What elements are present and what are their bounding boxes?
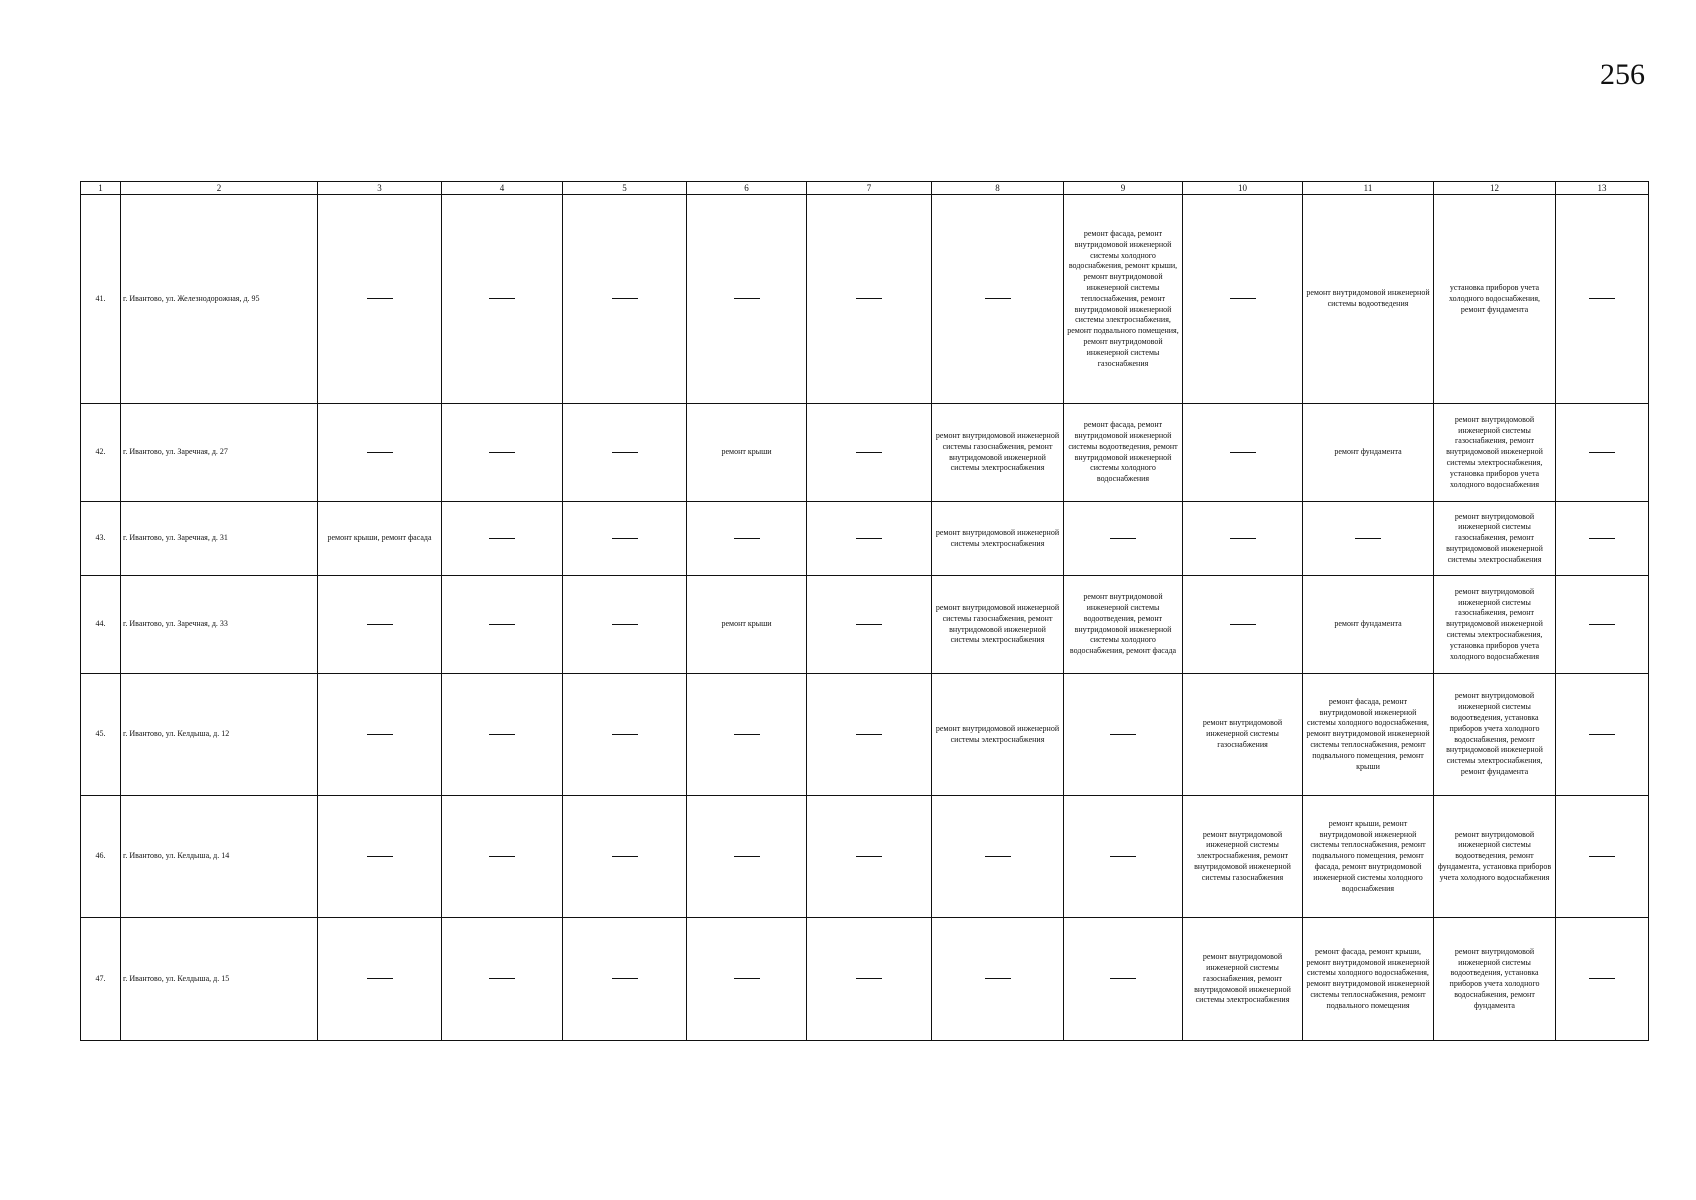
address-cell: г. Ивантово, ул. Келдыша, д. 15 bbox=[121, 918, 318, 1041]
empty-cell-col-5 bbox=[563, 502, 687, 576]
empty-cell-col-5 bbox=[563, 674, 687, 796]
empty-cell-col-6 bbox=[687, 502, 807, 576]
empty-cell-col-10 bbox=[1183, 195, 1303, 404]
empty-cell-col-4 bbox=[442, 404, 563, 502]
empty-cell-col-7 bbox=[807, 502, 932, 576]
row-number: 44. bbox=[81, 576, 121, 674]
empty-cell-col-3 bbox=[318, 576, 442, 674]
column-header: 4 bbox=[442, 182, 563, 195]
dash-mark bbox=[734, 538, 760, 539]
table-row bbox=[81, 195, 1649, 404]
dash-mark bbox=[1230, 624, 1256, 625]
empty-cell-col-4 bbox=[442, 576, 563, 674]
empty-cell-col-13 bbox=[1556, 195, 1649, 404]
empty-cell-col-3 bbox=[318, 796, 442, 918]
dash-mark bbox=[985, 298, 1011, 299]
dash-mark bbox=[612, 538, 638, 539]
empty-cell-col-13 bbox=[1556, 502, 1649, 576]
dash-mark bbox=[1589, 734, 1615, 735]
row-number: 45. bbox=[81, 674, 121, 796]
repair-schedule-table bbox=[80, 181, 1649, 1041]
dash-mark bbox=[734, 978, 760, 979]
address-cell: г. Ивантово, ул. Заречная, д. 27 bbox=[121, 404, 318, 502]
empty-cell-col-10 bbox=[1183, 576, 1303, 674]
empty-cell-col-3 bbox=[318, 195, 442, 404]
dash-mark bbox=[1110, 734, 1136, 735]
work-cell-col-12: ремонт внутридомовой инженерной системы водоотведения, ремонт фундамента, установка приборов учета холодного водоснабжения bbox=[1434, 796, 1556, 918]
empty-cell-col-10 bbox=[1183, 404, 1303, 502]
work-cell-col-11: ремонт фасада, ремонт внутридомовой инженерной системы холодного водоснабжения, ремонт внутридомовой инженерной системы теплоснабжения, ремонт подвального помещения, ремонт крыши bbox=[1303, 674, 1434, 796]
empty-cell-col-7 bbox=[807, 796, 932, 918]
dash-mark bbox=[856, 298, 882, 299]
empty-cell-col-4 bbox=[442, 918, 563, 1041]
empty-cell-col-10 bbox=[1183, 502, 1303, 576]
dash-mark bbox=[489, 452, 515, 453]
row-number: 47. bbox=[81, 918, 121, 1041]
empty-cell-col-7 bbox=[807, 576, 932, 674]
work-cell-col-11: ремонт фундамента bbox=[1303, 404, 1434, 502]
dash-mark bbox=[1230, 538, 1256, 539]
dash-mark bbox=[612, 856, 638, 857]
work-cell-col-9: ремонт фасада, ремонт внутридомовой инженерной системы водоотведения, ремонт внутридомовой инженерной системы холодного водоснабжения bbox=[1064, 404, 1183, 502]
dash-mark bbox=[612, 978, 638, 979]
dash-mark bbox=[734, 856, 760, 857]
column-header: 11 bbox=[1303, 182, 1434, 195]
empty-cell-col-4 bbox=[442, 195, 563, 404]
row-number: 46. bbox=[81, 796, 121, 918]
column-header: 12 bbox=[1434, 182, 1556, 195]
column-header: 7 bbox=[807, 182, 932, 195]
work-cell-col-11: ремонт крыши, ремонт внутридомовой инженерной системы теплоснабжения, ремонт подвального помещения, ремонт фасада, ремонт внутридомовой инженерной системы холодного водоснабжения bbox=[1303, 796, 1434, 918]
address-cell: г. Ивантово, ул. Заречная, д. 31 bbox=[121, 502, 318, 576]
column-header: 6 bbox=[687, 182, 807, 195]
dash-mark bbox=[612, 452, 638, 453]
dash-mark bbox=[734, 298, 760, 299]
empty-cell-col-13 bbox=[1556, 404, 1649, 502]
dash-mark bbox=[367, 978, 393, 979]
column-header: 8 bbox=[932, 182, 1064, 195]
empty-cell-col-4 bbox=[442, 674, 563, 796]
table-row bbox=[81, 502, 1649, 576]
dash-mark bbox=[1230, 298, 1256, 299]
empty-cell-col-8 bbox=[932, 195, 1064, 404]
column-header: 10 bbox=[1183, 182, 1303, 195]
dash-mark bbox=[489, 856, 515, 857]
dash-mark bbox=[1355, 538, 1381, 539]
work-cell-col-12: ремонт внутридомовой инженерной системы водоотведения, установка приборов учета холодного водоснабжения, ремонт внутридомовой инженерной системы электроснабжения, ремонт фундамента bbox=[1434, 674, 1556, 796]
empty-cell-col-13 bbox=[1556, 796, 1649, 918]
empty-cell-col-6 bbox=[687, 918, 807, 1041]
empty-cell-col-5 bbox=[563, 195, 687, 404]
dash-mark bbox=[985, 978, 1011, 979]
empty-cell-col-3 bbox=[318, 404, 442, 502]
work-cell-col-12: ремонт внутридомовой инженерной системы газоснабжения, ремонт внутридомовой инженерной системы электроснабжения, установка приборов учета холодного водоснабжения bbox=[1434, 576, 1556, 674]
empty-cell-col-5 bbox=[563, 796, 687, 918]
column-header: 9 bbox=[1064, 182, 1183, 195]
dash-mark bbox=[367, 298, 393, 299]
empty-cell-col-4 bbox=[442, 502, 563, 576]
table-row bbox=[81, 796, 1649, 918]
dash-mark bbox=[1110, 538, 1136, 539]
column-header: 1 bbox=[81, 182, 121, 195]
empty-cell-col-9 bbox=[1064, 796, 1183, 918]
table-row bbox=[81, 404, 1649, 502]
dash-mark bbox=[1230, 452, 1256, 453]
dash-mark bbox=[856, 856, 882, 857]
work-cell-col-12: установка приборов учета холодного водоснабжения, ремонт фундамента bbox=[1434, 195, 1556, 404]
work-cell-col-8: ремонт внутридомовой инженерной системы электроснабжения bbox=[932, 674, 1064, 796]
dash-mark bbox=[612, 624, 638, 625]
dash-mark bbox=[734, 734, 760, 735]
empty-cell-col-5 bbox=[563, 918, 687, 1041]
work-cell-col-9: ремонт внутридомовой инженерной системы водоотведения, ремонт внутридомовой инженерной системы холодного водоснабжения, ремонт фасада bbox=[1064, 576, 1183, 674]
dash-mark bbox=[1589, 538, 1615, 539]
dash-mark bbox=[985, 856, 1011, 857]
dash-mark bbox=[367, 452, 393, 453]
address-cell: г. Ивантово, ул. Заречная, д. 33 bbox=[121, 576, 318, 674]
table-row bbox=[81, 674, 1649, 796]
dash-mark bbox=[856, 734, 882, 735]
empty-cell-col-3 bbox=[318, 674, 442, 796]
dash-mark bbox=[1589, 624, 1615, 625]
work-cell-col-12: ремонт внутридомовой инженерной системы газоснабжения, ремонт внутридомовой инженерной системы электроснабжения, установка приборов учета холодного водоснабжения bbox=[1434, 404, 1556, 502]
row-number: 42. bbox=[81, 404, 121, 502]
empty-cell-col-6 bbox=[687, 195, 807, 404]
empty-cell-col-8 bbox=[932, 796, 1064, 918]
page-number: 256 bbox=[1600, 58, 1645, 91]
empty-cell-col-7 bbox=[807, 195, 932, 404]
address-cell: г. Ивантово, ул. Келдыша, д. 12 bbox=[121, 674, 318, 796]
dash-mark bbox=[1589, 978, 1615, 979]
dash-mark bbox=[489, 538, 515, 539]
column-header: 13 bbox=[1556, 182, 1649, 195]
dash-mark bbox=[612, 298, 638, 299]
work-cell-col-6: ремонт крыши bbox=[687, 576, 807, 674]
empty-cell-col-6 bbox=[687, 796, 807, 918]
empty-cell-col-8 bbox=[932, 918, 1064, 1041]
work-cell-col-11: ремонт фасада, ремонт крыши, ремонт внутридомовой инженерной системы холодного водоснабжения, ремонт внутридомовой инженерной системы теплоснабжения, ремонт подвального помещения bbox=[1303, 918, 1434, 1041]
work-cell-col-10: ремонт внутридомовой инженерной системы газоснабжения, ремонт внутридомовой инженерной системы электроснабжения bbox=[1183, 918, 1303, 1041]
work-cell-col-11: ремонт внутридомовой инженерной системы водоотведения bbox=[1303, 195, 1434, 404]
work-cell-col-10: ремонт внутридомовой инженерной системы электроснабжения, ремонт внутридомовой инженерной системы газоснабжения bbox=[1183, 796, 1303, 918]
work-cell-col-8: ремонт внутридомовой инженерной системы электроснабжения bbox=[932, 502, 1064, 576]
empty-cell-col-9 bbox=[1064, 502, 1183, 576]
empty-cell-col-4 bbox=[442, 796, 563, 918]
dash-mark bbox=[856, 978, 882, 979]
dash-mark bbox=[489, 298, 515, 299]
row-number: 43. bbox=[81, 502, 121, 576]
dash-mark bbox=[1589, 298, 1615, 299]
dash-mark bbox=[367, 734, 393, 735]
column-header-row bbox=[81, 182, 1649, 195]
dash-mark bbox=[1589, 856, 1615, 857]
address-cell: г. Ивантово, ул. Келдыша, д. 14 bbox=[121, 796, 318, 918]
table-row bbox=[81, 576, 1649, 674]
empty-cell-col-11 bbox=[1303, 502, 1434, 576]
dash-mark bbox=[856, 538, 882, 539]
work-cell-col-8: ремонт внутридомовой инженерной системы газоснабжения, ремонт внутридомовой инженерной системы электроснабжения bbox=[932, 404, 1064, 502]
dash-mark bbox=[856, 452, 882, 453]
empty-cell-col-6 bbox=[687, 674, 807, 796]
dash-mark bbox=[489, 978, 515, 979]
empty-cell-col-5 bbox=[563, 576, 687, 674]
work-cell-col-11: ремонт фундамента bbox=[1303, 576, 1434, 674]
table-row bbox=[81, 918, 1649, 1041]
address-cell: г. Ивантово, ул. Железнодорожная, д. 95 bbox=[121, 195, 318, 404]
empty-cell-col-9 bbox=[1064, 918, 1183, 1041]
empty-cell-col-7 bbox=[807, 674, 932, 796]
work-cell-col-3: ремонт крыши, ремонт фасада bbox=[318, 502, 442, 576]
empty-cell-col-3 bbox=[318, 918, 442, 1041]
dash-mark bbox=[489, 734, 515, 735]
column-header: 5 bbox=[563, 182, 687, 195]
work-cell-col-6: ремонт крыши bbox=[687, 404, 807, 502]
dash-mark bbox=[1110, 856, 1136, 857]
work-cell-col-10: ремонт внутридомовой инженерной системы газоснабжения bbox=[1183, 674, 1303, 796]
work-cell-col-12: ремонт внутридомовой инженерной системы газоснабжения, ремонт внутридомовой инженерной системы электроснабжения bbox=[1434, 502, 1556, 576]
empty-cell-col-13 bbox=[1556, 576, 1649, 674]
empty-cell-col-13 bbox=[1556, 918, 1649, 1041]
work-cell-col-8: ремонт внутридомовой инженерной системы газоснабжения, ремонт внутридомовой инженерной системы электроснабжения bbox=[932, 576, 1064, 674]
dash-mark bbox=[1110, 978, 1136, 979]
empty-cell-col-9 bbox=[1064, 674, 1183, 796]
dash-mark bbox=[612, 734, 638, 735]
column-header: 3 bbox=[318, 182, 442, 195]
dash-mark bbox=[856, 624, 882, 625]
column-header: 2 bbox=[121, 182, 318, 195]
dash-mark bbox=[489, 624, 515, 625]
empty-cell-col-13 bbox=[1556, 674, 1649, 796]
empty-cell-col-5 bbox=[563, 404, 687, 502]
empty-cell-col-7 bbox=[807, 404, 932, 502]
row-number: 41. bbox=[81, 195, 121, 404]
dash-mark bbox=[367, 624, 393, 625]
dash-mark bbox=[367, 856, 393, 857]
work-cell-col-12: ремонт внутридомовой инженерной системы водоотведения, установка приборов учета холодного водоснабжения, ремонт фундамента bbox=[1434, 918, 1556, 1041]
work-cell-col-9: ремонт фасада, ремонт внутридомовой инженерной системы холодного водоснабжения, ремонт крыши, ремонт внутридомовой инженерной системы теплоснабжения, ремонт внутридомовой инженерной системы электроснабжения, ремонт подвального помещения, ремонт внутридомовой инженерной системы газоснабжения bbox=[1064, 195, 1183, 404]
dash-mark bbox=[1589, 452, 1615, 453]
empty-cell-col-7 bbox=[807, 918, 932, 1041]
